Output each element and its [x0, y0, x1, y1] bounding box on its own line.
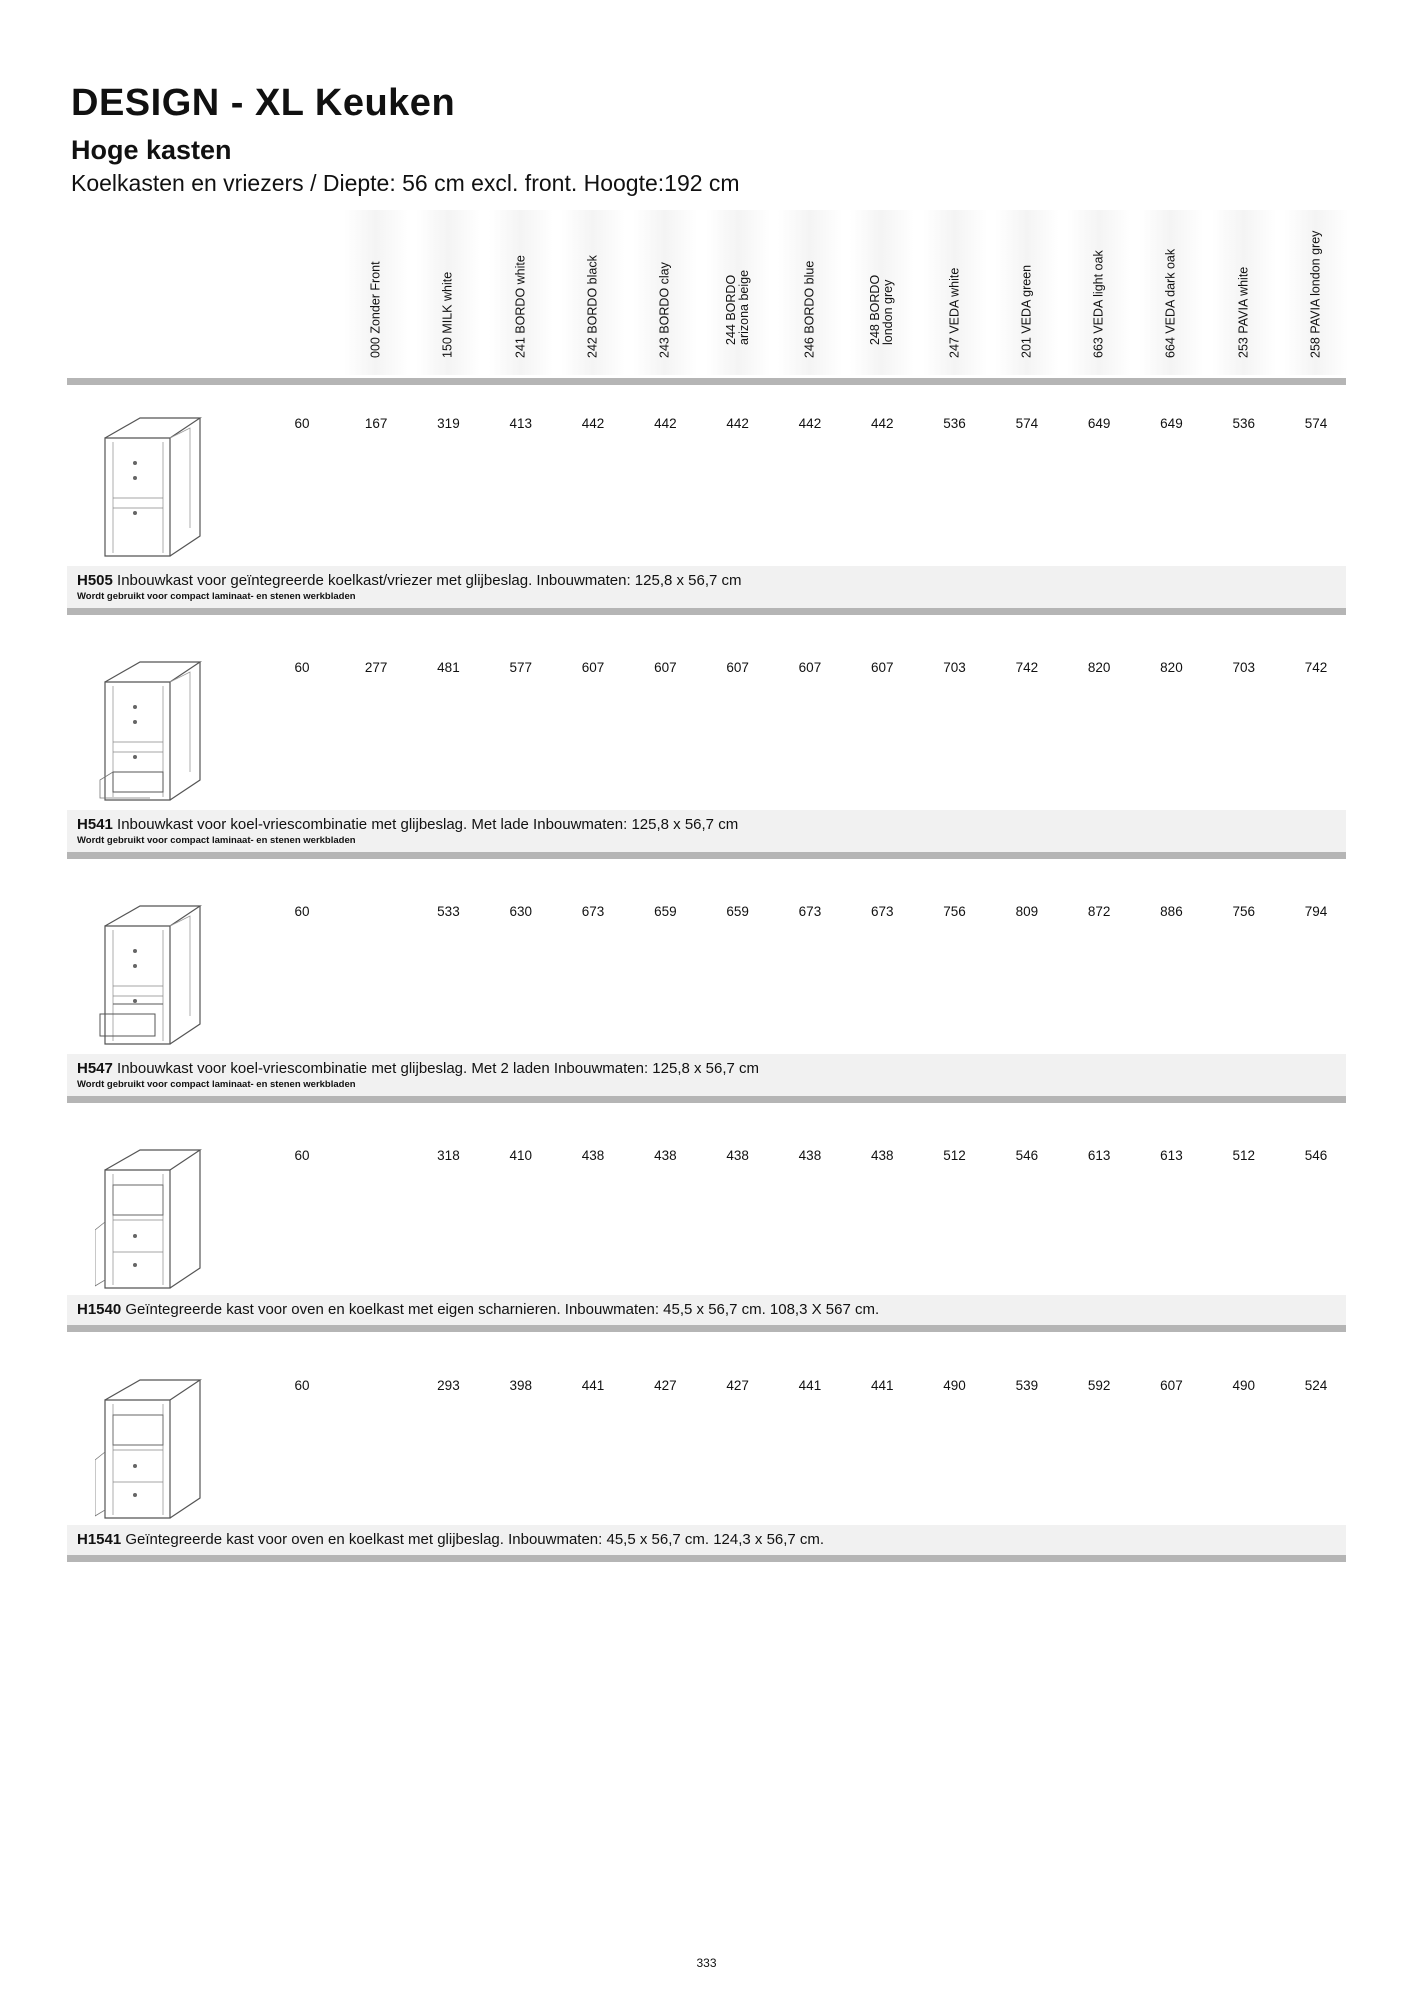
- price-cell: 649: [1087, 416, 1111, 431]
- column-header: [489, 210, 553, 375]
- price-cell: 820: [1160, 660, 1183, 675]
- price-cell: 167: [364, 416, 388, 431]
- column-header-label: 000 Zonder Front: [368, 261, 383, 358]
- price-cell: 277: [364, 660, 388, 675]
- column-header: [1067, 210, 1131, 375]
- price-cell: 703: [1232, 660, 1256, 675]
- column-header-label: 246 BORDO blue: [802, 260, 817, 358]
- product-note: Wordt gebruikt voor compact laminaat- en stenen werkbladen: [77, 591, 356, 602]
- product-description-text: Geïntegreerde kast voor oven en koelkast met eigen scharnieren. Inbouwmaten: 45,5 x 56,7 cm. 108,3 X 567 cm.: [125, 1301, 880, 1318]
- price-cell: 820: [1087, 660, 1111, 675]
- column-header: [1139, 210, 1203, 375]
- tall-fridge-cabinet-drawer-icon: [95, 652, 205, 802]
- column-header-label: 243 BORDO clay: [657, 262, 672, 358]
- price-cell: 490: [1232, 1378, 1256, 1393]
- price-cell: 533: [437, 904, 460, 919]
- price-cell: 607: [870, 660, 894, 675]
- product-caption: [67, 1054, 1346, 1096]
- row-divider: [67, 1325, 1346, 1332]
- price-cell: 319: [437, 416, 460, 431]
- price-cell: 536: [943, 416, 966, 431]
- product-description: [77, 816, 738, 833]
- product-caption: [67, 810, 1346, 852]
- column-header: [416, 210, 480, 375]
- column-header-label: 244 BORDO arizona beige: [723, 269, 751, 345]
- price-cell: 398: [509, 1378, 533, 1393]
- column-header: [923, 210, 987, 375]
- product-row: [0, 896, 1413, 1104]
- price-cell: 659: [726, 904, 749, 919]
- price-cell: 442: [726, 416, 749, 431]
- row-divider: [67, 608, 1346, 615]
- page-title: DESIGN - XL Keuken: [71, 82, 456, 124]
- product-caption: [67, 1525, 1346, 1555]
- column-header-label: 253 PAVIA white: [1236, 266, 1251, 358]
- product-code: H541: [77, 816, 113, 833]
- price-cell: 607: [798, 660, 822, 675]
- price-cell: 442: [798, 416, 822, 431]
- price-cell: 607: [654, 660, 677, 675]
- price-cell: 438: [654, 1148, 677, 1163]
- column-header: [633, 210, 697, 375]
- price-cell: 613: [1160, 1148, 1183, 1163]
- product-code: H1541: [77, 1531, 122, 1548]
- column-header-label: 201 VEDA green: [1019, 264, 1034, 358]
- price-cell: 809: [1015, 904, 1039, 919]
- column-header-label: 241 BORDO white: [513, 255, 528, 358]
- price-cell: 438: [581, 1148, 605, 1163]
- column-header: [561, 210, 625, 375]
- column-header: [706, 210, 770, 375]
- product-description-text: Inbouwkast voor koel-vriescombinatie met glijbeslag. Met lade Inbouwmaten: 125,8 x 56,7 cm: [117, 816, 739, 833]
- price-cell: 673: [581, 904, 605, 919]
- price-cell: 607: [726, 660, 749, 675]
- header-divider: [67, 378, 1346, 385]
- price-cell: 592: [1087, 1378, 1111, 1393]
- width-value: 60: [294, 416, 310, 431]
- product-code: H547: [77, 1060, 113, 1077]
- column-header-label: 242 BORDO black: [585, 255, 600, 358]
- section-title: Hoge kasten: [71, 135, 232, 165]
- price-cell: 438: [726, 1148, 749, 1163]
- column-header-label: 248 BORDO london grey: [868, 274, 896, 345]
- price-cell: 756: [943, 904, 966, 919]
- width-value: 60: [294, 904, 310, 919]
- price-cell: 756: [1232, 904, 1256, 919]
- product-description: [77, 572, 742, 589]
- price-cell: 574: [1015, 416, 1039, 431]
- price-cell: 427: [654, 1378, 677, 1393]
- product-code: H1540: [77, 1301, 122, 1318]
- row-divider: [67, 1555, 1346, 1562]
- column-header: [1212, 210, 1276, 375]
- column-header-label: 664 VEDA dark oak: [1163, 248, 1178, 358]
- price-cell: 512: [1232, 1148, 1256, 1163]
- price-cell: 512: [943, 1148, 966, 1163]
- product-row: [0, 408, 1413, 616]
- product-description: [77, 1531, 824, 1548]
- product-description-text: Inbouwkast voor koel-vriescombinatie met glijbeslag. Met 2 laden Inbouwmaten: 125,8 x 56,7 cm: [117, 1060, 760, 1077]
- price-cell: 413: [509, 416, 533, 431]
- price-cell: 442: [870, 416, 894, 431]
- price-cell: 441: [870, 1378, 894, 1393]
- price-cell: 742: [1015, 660, 1039, 675]
- price-cell: 318: [437, 1148, 460, 1163]
- price-cell: 293: [437, 1378, 460, 1393]
- price-cell: 438: [798, 1148, 822, 1163]
- price-cell: 410: [509, 1148, 533, 1163]
- product-note: Wordt gebruikt voor compact laminaat- en stenen werkbladen: [77, 1079, 356, 1090]
- product-code: H505: [77, 572, 113, 589]
- product-description-text: Geïntegreerde kast voor oven en koelkast met glijbeslag. Inbouwmaten: 45,5 x 56,7 cm. 124,3 x 56,7 cm.: [125, 1531, 825, 1548]
- column-header: [1284, 210, 1348, 375]
- price-cell: 546: [1015, 1148, 1039, 1163]
- price-cell: 673: [798, 904, 822, 919]
- price-cell: 794: [1304, 904, 1328, 919]
- price-cell: 490: [943, 1378, 966, 1393]
- column-header: [850, 210, 914, 375]
- oven-fridge-cabinet-icon: [95, 1140, 205, 1290]
- product-caption: [67, 1295, 1346, 1325]
- product-description: [77, 1301, 879, 1318]
- tall-fridge-cabinet-two-drawers-icon: [95, 896, 205, 1046]
- column-header-label: 663 VEDA light oak: [1091, 250, 1106, 358]
- column-header-label: 258 PAVIA london grey: [1308, 230, 1323, 358]
- product-description: [77, 1060, 759, 1077]
- price-cell: 536: [1232, 416, 1256, 431]
- column-header: [344, 210, 408, 375]
- price-cell: 649: [1160, 416, 1183, 431]
- page-number: 333: [696, 1956, 717, 1970]
- price-cell: 703: [943, 660, 966, 675]
- price-cell: 442: [654, 416, 677, 431]
- price-cell: 607: [581, 660, 605, 675]
- product-row: [0, 652, 1413, 860]
- price-cell: 574: [1304, 416, 1328, 431]
- product-note: Wordt gebruikt voor compact laminaat- en stenen werkbladen: [77, 835, 356, 846]
- product-row: [0, 1370, 1413, 1563]
- price-cell: 742: [1304, 660, 1328, 675]
- price-cell: 438: [870, 1148, 894, 1163]
- section-description: Koelkasten en vriezers / Diepte: 56 cm excl. front. Hoogte:192 cm: [71, 170, 740, 196]
- price-cell: 886: [1160, 904, 1183, 919]
- price-cell: 673: [870, 904, 894, 919]
- price-cell: 442: [581, 416, 605, 431]
- column-header: [778, 210, 842, 375]
- product-caption: [67, 566, 1346, 608]
- price-cell: 659: [654, 904, 677, 919]
- price-cell: 441: [581, 1378, 605, 1393]
- price-cell: 524: [1304, 1378, 1328, 1393]
- price-cell: 481: [437, 660, 460, 675]
- row-divider: [67, 852, 1346, 859]
- price-cell: 539: [1015, 1378, 1039, 1393]
- price-cell: 441: [798, 1378, 822, 1393]
- price-cell: 577: [509, 660, 533, 675]
- price-cell: 872: [1087, 904, 1111, 919]
- width-value: 60: [294, 660, 310, 675]
- price-cell: 427: [726, 1378, 749, 1393]
- oven-fridge-cabinet-sliding-icon: [95, 1370, 205, 1520]
- column-header-label: 150 MILK white: [440, 271, 455, 358]
- price-cell: 613: [1087, 1148, 1111, 1163]
- column-header: [995, 210, 1059, 375]
- product-row: [0, 1140, 1413, 1333]
- price-cell: 546: [1304, 1148, 1328, 1163]
- product-description-text: Inbouwkast voor geïntegreerde koelkast/vriezer met glijbeslag. Inbouwmaten: 125,8 x 56,7 cm: [117, 572, 742, 589]
- price-cell: 607: [1160, 1378, 1183, 1393]
- column-header-label: 247 VEDA white: [947, 267, 962, 358]
- tall-fridge-cabinet-icon: [95, 408, 205, 558]
- price-cell: 630: [509, 904, 533, 919]
- width-value: 60: [294, 1148, 310, 1163]
- column-header-row: [0, 210, 1413, 375]
- width-value: 60: [294, 1378, 310, 1393]
- row-divider: [67, 1096, 1346, 1103]
